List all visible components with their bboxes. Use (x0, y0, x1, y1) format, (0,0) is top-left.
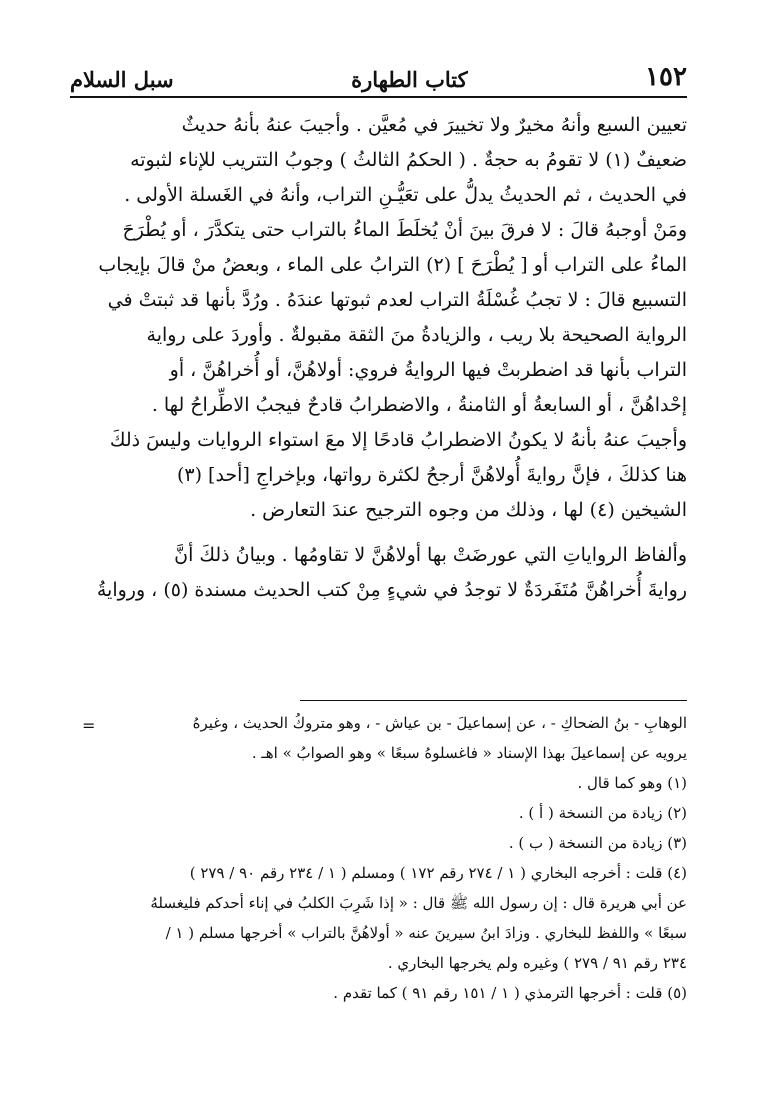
book-title: سبل السلام (70, 67, 174, 92)
chapter-title: كتاب الطهارة (351, 67, 468, 92)
body-line: وأجيبَ عنهُ بأنهُ لا يكونُ الاضطرابُ قادحًا إلا معَ استواء الروايات وليسَ ذلكَ (109, 429, 687, 451)
body-line: ومَنْ أوجبهُ قالَ : لا فرقَ بينَ أنْ يُخلَطَ الماءُ بالتراب حتى يتكدَّرَ ، أو يُطْرَحَ (122, 219, 687, 241)
footnote-line: (١) وهو كما قال . (577, 774, 687, 792)
body-line: التراب بأنها قد اضطربتْ فيها الروايةُ فروي: أولاهُنَّ، أو أُخراهُنَّ ، أو (169, 359, 687, 381)
footnote-line: ٢٣٤ رقم ٩١ / ٢٧٩ ) وغيره ولم يخرجها البخاري . (387, 954, 687, 972)
body-line: التسبيع قالَ : لا تجبُ غُسْلَةُ التراب لعدم ثبوتها عندَهُ . ورُدَّ بأنها قد ثبتتْ في (107, 289, 687, 311)
body-line: ضعيفٌ (١) لا تقومُ به حجةٌ . ( الحكمُ الثالثُ ) وجوبُ التتريب للإناء لثبوته (130, 149, 687, 171)
body-line: الشيخين (٤) لها ، وذلك من وجوه الترجيح عندَ التعارض . (250, 499, 687, 521)
footnote-line: الوهابِ - بنُ الضحاكِ - ، عن إسماعيلَ - بن عياش - ، وهو متروكُ الحديث ، وغيرهُ (192, 714, 687, 732)
body-line: إحْداهُنَّ ، أو السابعةُ أو الثامنةُ ، والاضطرابُ قادحٌ فيجبُ الاطِّراحُ لها . (151, 394, 687, 416)
page-header (70, 52, 687, 98)
footnotes (70, 708, 687, 1008)
footnote-line: عن أبي هريرة قال : إن رسول الله ﷺ قال : « إذا شَرِبَ الكلبُ في إناء أحدكم فليغسلهُ (150, 894, 687, 912)
body-line: وألفاظ الرواياتِ التي عورضَتْ بها أولاهُنَّ لا تقاومُها . وبيانُ ذلكَ أنَّ (174, 544, 687, 566)
body-line: الماءُ على التراب أو [ يُطْرَحَ ] (٢) الترابُ على الماء ، وبعضُ منْ قالَ بإيجاب (98, 254, 687, 276)
footnote-line: (٤) قلت : أخرجه البخاري ( ١ / ٢٧٤ رقم ١٧٢ ) ومسلم ( ١ / ٢٣٤ رقم ٩٠ / ٢٧٩ ) (189, 864, 687, 882)
footnote-line: سبعًا » واللفظ للبخاري . وزادَ ابنُ سيرينَ عنه « أولاهُنَّ بالتراب » أخرجها مسلم ( ١ / (165, 924, 687, 942)
continuation-mark: = (82, 716, 96, 735)
footnote-separator (300, 700, 687, 701)
body-line: روايةَ أُخراهُنَّ مُتَفَردَةٌ لا توجدُ في شيءٍ مِنْ كتب الحديث مسندة (٥) ، وروايةُ (96, 579, 687, 601)
body-line: الرواية الصحيحة بلا ريب ، والزيادةُ منَ الثقة مقبولةٌ . وأوردَ على رواية (146, 324, 687, 346)
page-number: ١٥٢ (645, 62, 687, 92)
footnote-line: (٣) زيادة من النسخة ( ب ) . (508, 834, 687, 852)
footnote-line: يرويه عن إسماعيلَ بهذا الإسناد « فاغسلوهُ سبعًا » وهو الصوابُ » اهـ . (251, 744, 687, 762)
footnote-line: (٢) زيادة من النسخة ( أ ) . (518, 804, 687, 822)
body-line: هنا كذلكَ ، فإنَّ روايةَ أُولاهُنَّ أرجحُ لكثرة رواتها، وبإخراجِ [أحد] (٣) (176, 464, 687, 486)
footnote-line: (٥) قلت : أخرجها الترمذي ( ١ / ١٥١ رقم ٩١ ) كما تقدم . (333, 984, 687, 1002)
body-line: في الحديث ، ثم الحديثُ يدلُّ على تعَيُّـنِ التراب، وأنهُ في الغَسلة الأولى . (124, 184, 687, 206)
main-text (70, 108, 687, 608)
body-line: تعيين السبع وأنهُ مخيرٌ ولا تخييرَ في مُعيَّن . وأجيبَ عنهُ بأنهُ حديثٌ (181, 114, 687, 136)
